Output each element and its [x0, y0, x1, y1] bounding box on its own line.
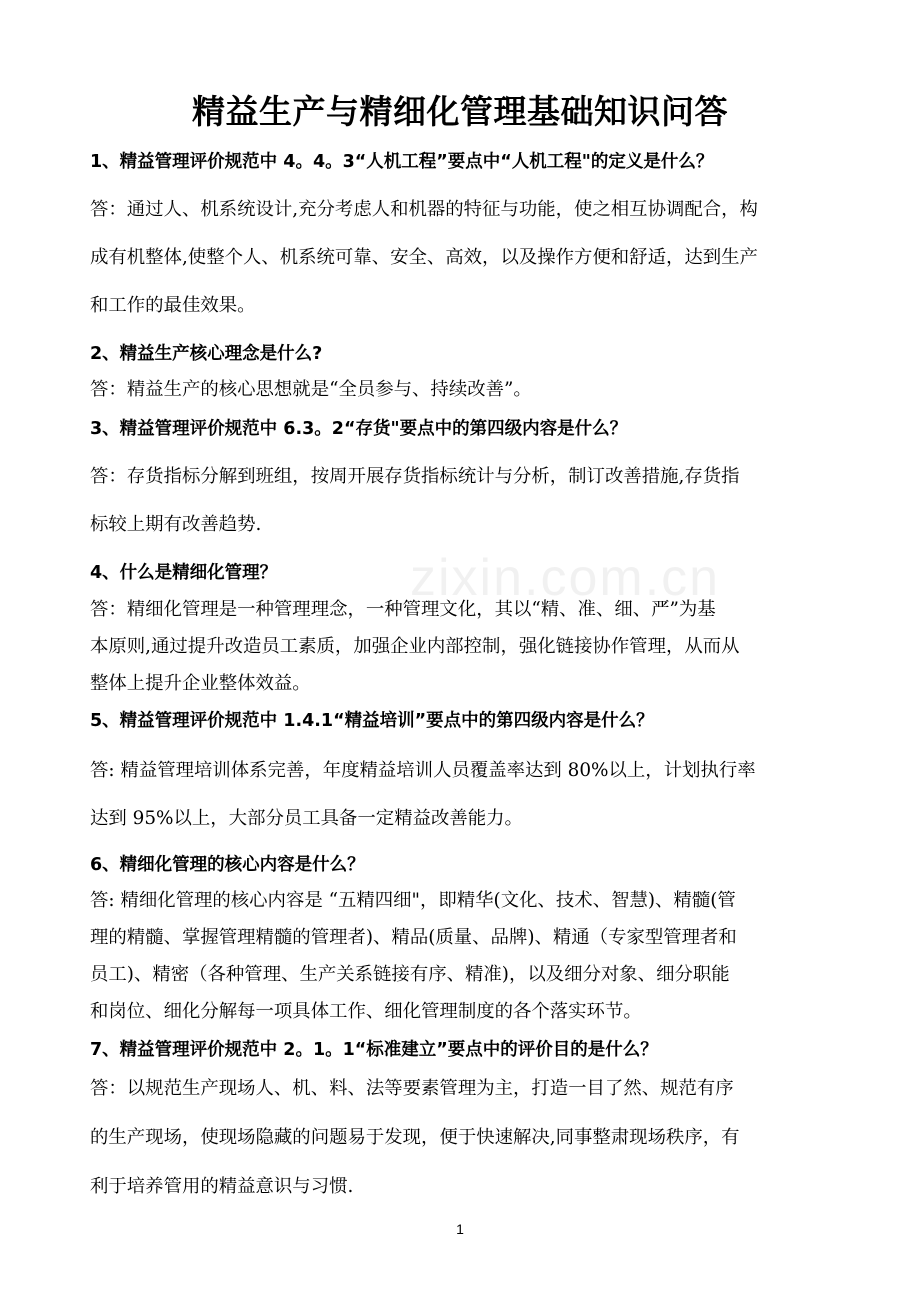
- watermark: zixin.com.cn: [410, 549, 721, 607]
- answer-line: 答：精细化管理是一种管理理念，一种管理文化，其以“精、准、细、严”为基: [90, 599, 716, 620]
- answer-line: 理的精髓、掌握管理精髓的管理者)、精品(质量、品牌)、精通（专家型管理者和: [90, 927, 737, 948]
- page-number: 1: [456, 1221, 464, 1237]
- answer-line: 整体上提升企业整体效益。: [90, 673, 311, 694]
- page-title: 精益生产与精细化管理基础知识问答: [192, 92, 728, 131]
- question-6: 6、精细化管理的核心内容是什么？: [90, 855, 365, 875]
- answer-line: 本原则,通过提升改造员工素质，加强企业内部控制，强化链接协作管理，从而从: [90, 636, 740, 657]
- answer-line: 答: 精细化管理的核心内容是 “五精四细"，即精华(文化、技术、智慧)、精髓(管: [90, 890, 736, 911]
- answer-line: 和岗位、细化分解每一项具体工作、细化管理制度的各个落实环节。: [90, 1001, 642, 1022]
- answer-line: 达到 95%以上，大部分员工具备一定精益改善能力。: [90, 808, 523, 829]
- question-4: 4、什么是精细化管理？: [90, 563, 278, 583]
- answer-line: 答：精益生产的核心思想就是“全员参与、持续改善”。: [90, 379, 532, 400]
- answer-line: 答：存货指标分解到班组，按周开展存货指标统计与分析，制订改善措施,存货指: [90, 466, 740, 487]
- question-2: 2、精益生产核心理念是什么?: [90, 344, 323, 364]
- answer-line: 员工)、精密（各种管理、生产关系链接有序、精准)，以及细分对象、细分职能: [90, 964, 730, 985]
- answer-line: 利于培养管用的精益意识与习惯.: [90, 1176, 354, 1197]
- answer-line: 和工作的最佳效果。: [90, 295, 256, 316]
- question-7: 7、精益管理评价规范中 2。1。1“标准建立”要点中的评价目的是什么？: [90, 1040, 658, 1060]
- question-5: 5、精益管理评价规范中 1.4.1“精益培训”要点中的第四级内容是什么？: [90, 711, 654, 731]
- answer-line: 标较上期有改善趋势.: [90, 514, 262, 535]
- answer-line: 答: 精益管理培训体系完善，年度精益培训人员覆盖率达到 80%以上，计划执行率: [90, 760, 756, 781]
- answer-line: 的生产现场，使现场隐藏的问题易于发现，便于快速解决,同事整肃现场秩序，有: [90, 1127, 740, 1148]
- answer-line: 成有机整体,使整个人、机系统可靠、安全、高效，以及操作方便和舒适，达到生产: [90, 247, 758, 268]
- answer-line: 答：以规范生产现场人、机、料、法等要素管理为主，打造一目了然、规范有序: [90, 1078, 734, 1099]
- question-3: 3、精益管理评价规范中 6.3。2“存货"要点中的第四级内容是什么？: [90, 419, 628, 439]
- answer-line: 答：通过人、机系统设计,充分考虑人和机器的特征与功能，使之相互协调配合，构: [90, 199, 758, 220]
- question-1: 1、精益管理评价规范中 4。4。3“人机工程”要点中“人机工程"的定义是什么？: [90, 152, 714, 172]
